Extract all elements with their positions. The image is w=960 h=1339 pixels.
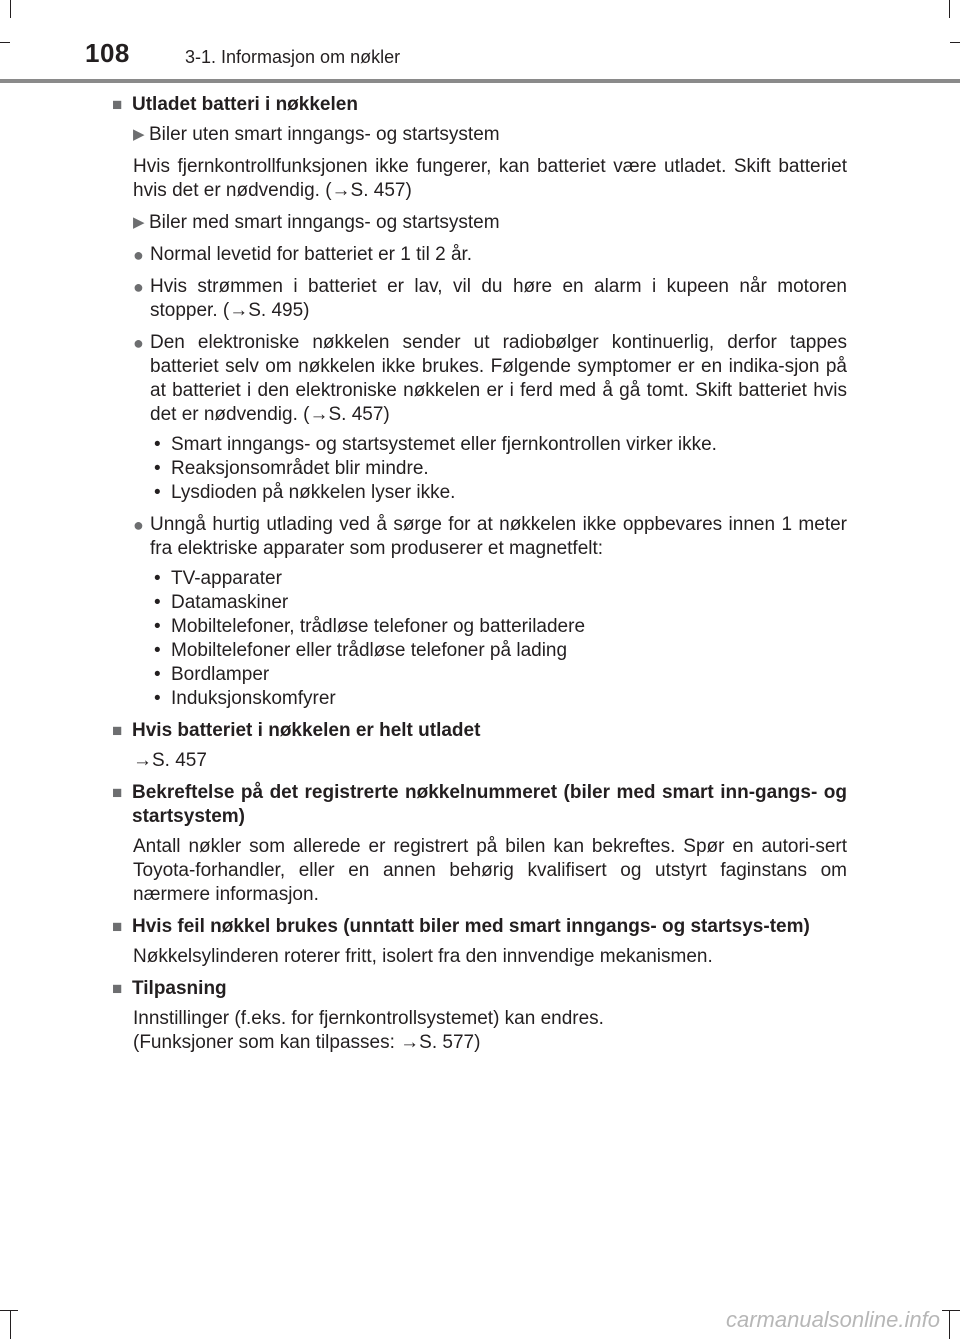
- square-bullet-icon: ■: [112, 783, 123, 802]
- square-bullet-icon: ■: [112, 979, 123, 998]
- watermark-link[interactable]: carmanualsonline.info: [725, 1307, 940, 1332]
- page-content: [112, 93, 847, 1063]
- circle-bullet-icon: ●: [133, 515, 144, 535]
- list-item: • Reaksjonsområdet blir mindre.: [154, 458, 429, 479]
- crop-mark: [950, 42, 960, 43]
- paragraph: Nøkkelsylinderen roterer fritt, isolert fra den innvendige mekanismen.: [133, 946, 713, 967]
- list-item: • Induksjonskomfyrer: [154, 688, 336, 709]
- subheading: ▶ Biler uten smart inngangs- og startsystem: [133, 124, 500, 145]
- list-item: • Bordlamper: [154, 664, 270, 685]
- square-bullet-icon: ■: [112, 721, 123, 740]
- square-bullet-icon: ■: [112, 95, 123, 114]
- list-item: • Lysdioden på nøkkelen lyser ikke.: [154, 482, 456, 503]
- section-heading: ■ Bekreftelse på det registrerte nøkkelnummeret (biler med smart inn-gangs- og startsystem): [112, 782, 847, 827]
- circle-bullet-icon: ●: [133, 245, 144, 265]
- section-heading: ■ Hvis feil nøkkel brukes (unntatt biler med smart inngangs- og startsys-tem): [112, 916, 810, 937]
- crop-mark: [0, 42, 10, 43]
- chapter-title: 3-1. Informasjon om nøkler: [185, 47, 401, 67]
- square-bullet-icon: ■: [112, 917, 123, 936]
- crop-mark: [942, 1310, 960, 1311]
- section-heading: ■ Tilpasning: [112, 978, 227, 999]
- header-rule: [0, 79, 960, 83]
- section-heading: ■ Utladet batteri i nøkkelen: [112, 94, 358, 115]
- crop-mark: [949, 1310, 950, 1339]
- symptom-list: [154, 433, 847, 505]
- paragraph: Antall nøkler som allerede er registrert på bilen kan bekreftes. Spør en autori-sert Toyota-forhandler, eller en annen behørig kvalifisert og utstyrt faginstans om nærmere informasjon.: [133, 836, 847, 905]
- crop-mark: [949, 0, 950, 18]
- page-number: 108: [85, 38, 130, 68]
- crop-mark: [10, 0, 11, 18]
- crop-mark: [10, 1310, 11, 1339]
- list-item: • Datamaskiner: [154, 592, 289, 613]
- list-item: ● Unngå hurtig utlading ved å sørge for at nøkkelen ikke oppbevares innen 1 meter fra elektriske apparater som produserer et magnetfelt:: [133, 514, 847, 559]
- crop-mark: [0, 1310, 18, 1311]
- subheading: ▶ Biler med smart inngangs- og startsystem: [133, 212, 500, 233]
- section-heading: ■ Hvis batteriet i nøkkelen er helt utladet: [112, 720, 481, 741]
- paragraph: Hvis fjernkontrollfunksjonen ikke fungerer, kan batteriet være utladet. Skift batteriet hvis det er nødvendig. (→S. 457): [133, 156, 847, 201]
- paragraph: Innstillinger (f.eks. for fjernkontrollsystemet) kan endres.: [133, 1008, 604, 1029]
- triangle-arrow-icon: ▶: [133, 214, 145, 231]
- list-item: ● Den elektroniske nøkkelen sender ut radiobølger kontinuerlig, derfor tappes batteriet selv om nøkkelen ikke brukes. Følgende symptomer er en indika-sjon på at batteriet i den elektroniske nøkkelen er i ferd med å gå tomt. Skift batteriet hvis det er nødvendig. (→S. 457): [133, 332, 847, 425]
- triangle-arrow-icon: ▶: [133, 126, 145, 143]
- paragraph: (Funksjoner som kan tilpasses: →S. 577): [133, 1032, 481, 1053]
- page-reference: →S. 457: [133, 750, 207, 771]
- device-list: [154, 567, 847, 711]
- circle-bullet-icon: ●: [133, 333, 144, 353]
- list-item: ● Normal levetid for batteriet er 1 til 2 år.: [133, 244, 473, 265]
- circle-bullet-icon: ●: [133, 277, 144, 297]
- list-item: ● Hvis strømmen i batteriet er lav, vil du høre en alarm i kupeen når motoren stopper. (→S. 495): [133, 276, 847, 321]
- list-item: • TV-apparater: [154, 568, 282, 589]
- list-item: • Mobiltelefoner eller trådløse telefoner på lading: [154, 640, 568, 661]
- list-item: • Smart inngangs- og startsystemet eller fjernkontrollen virker ikke.: [154, 434, 717, 455]
- list-item: • Mobiltelefoner, trådløse telefoner og batteriladere: [154, 616, 586, 637]
